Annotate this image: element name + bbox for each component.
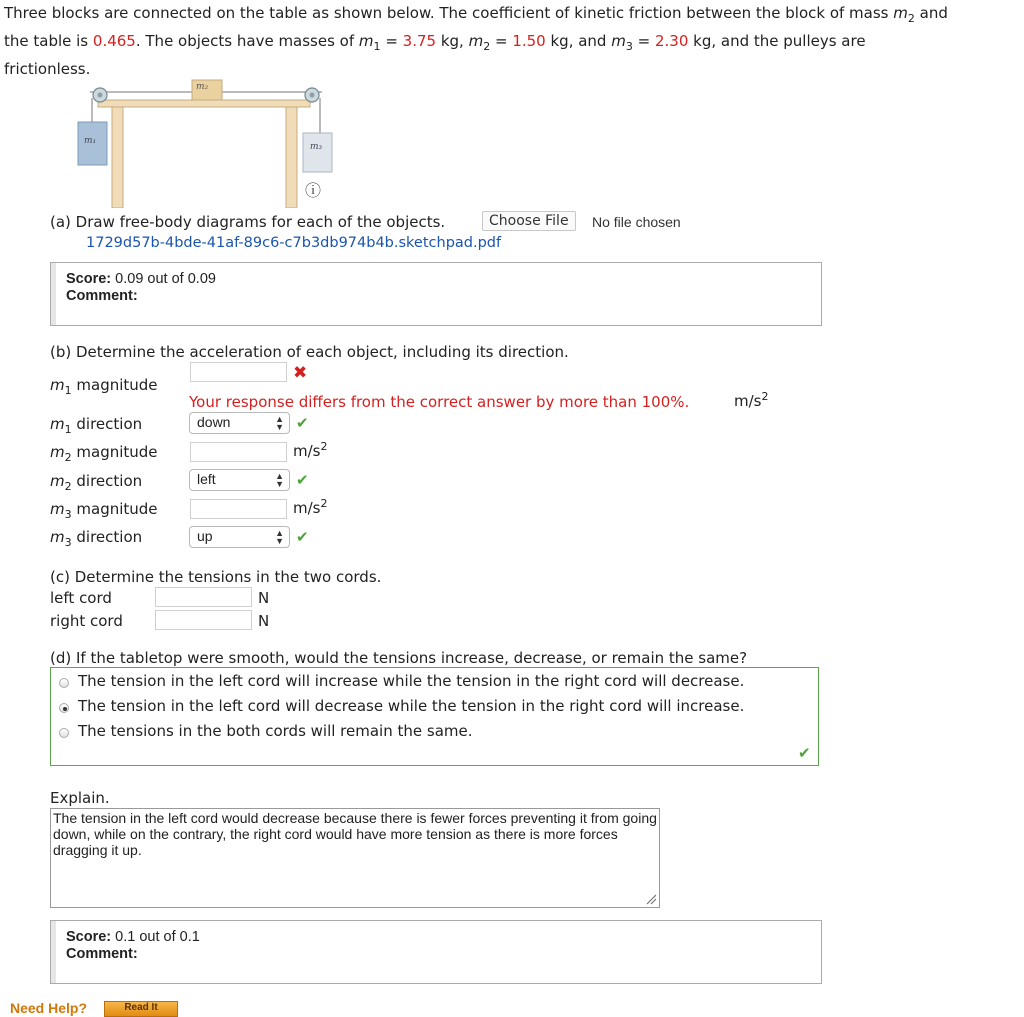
right-cord-label: right cord: [50, 612, 123, 630]
m2-unit: $m/s^2$: [293, 440, 328, 460]
label-m2: m₂: [196, 82, 209, 92]
explain-textarea[interactable]: The tension in the left cord would decrease because there is fewer forces preventing it from going down, while on the contrary, the right cord would have more tension as there is more forces dragging it up.: [50, 808, 660, 908]
m3-direction-select[interactable]: up ▲ ▼: [189, 526, 290, 548]
table-top: [98, 100, 310, 107]
m3-magnitude-label: $m_3$ magnitude: [50, 500, 158, 521]
figure-svg: [72, 78, 342, 208]
left-cord-unit: N: [258, 589, 270, 607]
blocks-pulley-figure: [72, 78, 342, 208]
right-cord-input[interactable]: [155, 610, 252, 630]
radio-option-1[interactable]: [59, 678, 69, 688]
resize-handle-icon[interactable]: [645, 893, 657, 905]
left-cord-input[interactable]: [155, 587, 252, 607]
mass-m2-value: 1.50: [512, 32, 546, 50]
m3-direction-label: $m_3$ direction: [50, 528, 143, 549]
error-message: Your response differs from the correct answer by more than 100%.: [189, 393, 690, 411]
m2-magnitude-input[interactable]: [190, 442, 287, 462]
m1-magnitude-input[interactable]: [190, 362, 287, 382]
label-m3: m₃: [310, 142, 323, 152]
block-m3: [303, 133, 332, 172]
label-m1: m₁: [84, 136, 97, 146]
m1-magnitude-label: $m_1$ magnitude: [50, 376, 158, 397]
uploaded-file-link[interactable]: 1729d57b-4bde-41af-89c6-c7b3db974b4b.sketchpad.pdf: [86, 235, 502, 251]
info-icon[interactable]: ⓘ: [305, 181, 322, 200]
read-it-button[interactable]: Read It: [104, 1001, 178, 1017]
part-d-prompt: (d) If the tabletop were smooth, would the tensions increase, decrease, or remain the same?: [50, 649, 748, 667]
m1-unit: $m/s^2$: [734, 390, 769, 410]
m1-direction-select[interactable]: down ▲ ▼: [189, 412, 290, 434]
option-1-label: The tension in the left cord will increase while the tension in the right cord will decrease.: [78, 672, 745, 690]
part-b-prompt: (b) Determine the acceleration of each object, including its direction.: [50, 343, 569, 361]
option-3-label: The tensions in the both cords will remain the same.: [78, 722, 473, 740]
radio-option-2[interactable]: [59, 703, 69, 713]
incorrect-icon: ✖: [293, 363, 308, 383]
explain-label: Explain.: [50, 789, 110, 807]
select-arrows-icon: ▲ ▼: [275, 471, 284, 489]
mass-m3-value: 2.30: [654, 32, 689, 50]
no-file-status: No file chosen: [592, 214, 681, 230]
score-label: Score:: [66, 271, 112, 287]
score-value: 0.1 out of 0.1: [111, 929, 200, 945]
question-text: Three blocks are connected on the table as shown below. The coefficient of kinetic friction between the block of mass $m_2$ and the table is 0.465. The objects have masses of $m_1 = 3.75$ kg, $m_2 = 1.50$ kg, and $m_3 = 2.30$ kg, and the pulleys are frictionless.: [4, 4, 948, 78]
correct-icon: ✔: [296, 528, 309, 546]
right-cord-unit: N: [258, 612, 270, 630]
radio-option-3[interactable]: [59, 728, 69, 738]
select-arrows-icon: ▲ ▼: [275, 528, 284, 546]
friction-coefficient: 0.465: [92, 32, 136, 50]
m1-direction-label: $m_1$ direction: [50, 415, 143, 436]
part-c-prompt: (c) Determine the tensions in the two cords.: [50, 568, 382, 586]
m2-direction-select[interactable]: left ▲ ▼: [189, 469, 290, 491]
score-box-d: [50, 920, 822, 984]
left-cord-label: left cord: [50, 589, 112, 607]
select-arrows-icon: ▲ ▼: [275, 414, 284, 432]
m3-magnitude-input[interactable]: [190, 499, 287, 519]
score-value: 0.09 out of 0.09: [111, 271, 216, 287]
part-a-prompt: (a) Draw free-body diagrams for each of the objects.: [50, 213, 446, 231]
comment-label: Comment:: [66, 946, 138, 962]
m3-unit: $m/s^2$: [293, 497, 328, 517]
m2-magnitude-label: $m_2$ magnitude: [50, 443, 158, 464]
mass-m1-value: 3.75: [402, 32, 437, 50]
score-label: Score:: [66, 929, 112, 945]
comment-label: Comment:: [66, 288, 138, 304]
score-box-a: [50, 262, 822, 326]
correct-icon: ✔: [296, 414, 309, 432]
need-help-label: Need Help?: [10, 1000, 88, 1016]
choose-file-button[interactable]: Choose File: [482, 211, 576, 231]
correct-icon: ✔: [798, 744, 811, 762]
correct-icon: ✔: [296, 471, 309, 489]
table-leg-left: [112, 107, 123, 208]
table-leg-right: [286, 107, 297, 208]
option-2-label: The tension in the left cord will decrease while the tension in the right cord will increase.: [78, 697, 745, 715]
m2-direction-label: $m_2$ direction: [50, 472, 143, 493]
